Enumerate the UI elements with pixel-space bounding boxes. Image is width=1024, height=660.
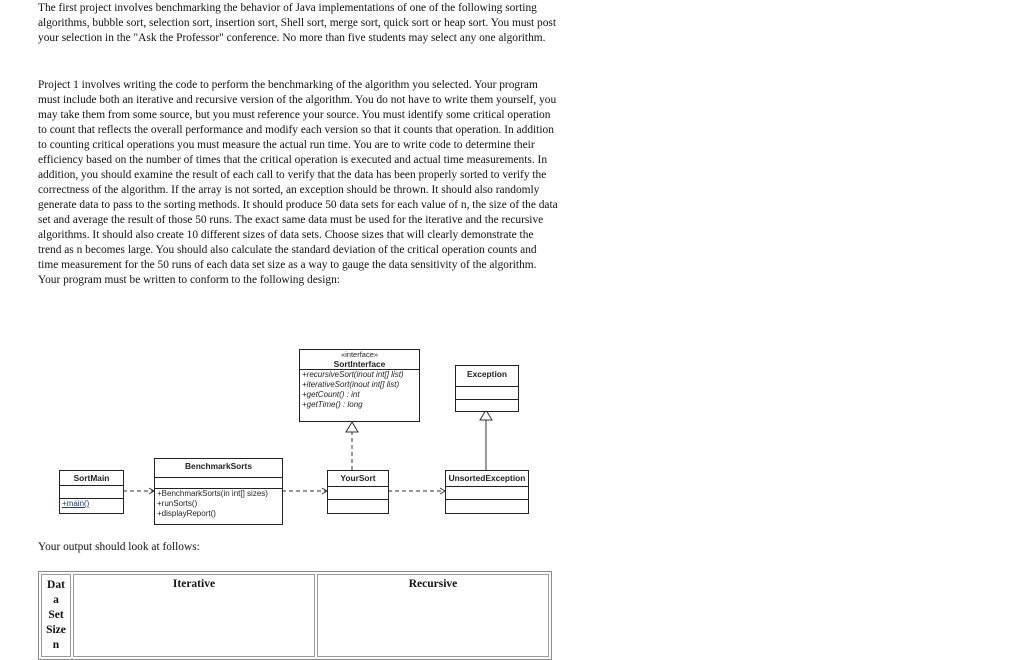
uml-operation: +runSorts(): [157, 499, 198, 508]
uml-operation: +recursiveSort(inout int[] list): [302, 370, 404, 379]
uml-attributes: [60, 485, 123, 498]
uml-operation: +main(): [62, 499, 90, 508]
uml-class-name: UnsortedException: [448, 473, 526, 483]
uml-operations: [328, 499, 388, 513]
uml-class-name: BenchmarkSorts: [184, 461, 253, 471]
uml-operation: +displayReport(): [157, 509, 216, 518]
uml-operations: [60, 498, 123, 509]
uml-attributes: [155, 477, 282, 488]
uml-attributes: [328, 486, 388, 499]
uml-class-sortmain: [59, 470, 124, 514]
output-intro: Your output should look at follows:: [38, 541, 200, 553]
header-data-set-size: Dat a Set Size n: [41, 574, 71, 657]
header-iterative: Iterative: [73, 574, 315, 657]
uml-class-sortinterface: [299, 349, 420, 422]
uml-class-unsortedexception: [445, 470, 529, 514]
uml-class-benchmarksorts: [154, 458, 283, 525]
realization-arrowhead: [346, 422, 358, 432]
uml-class-exception: [455, 365, 519, 412]
uml-attributes: [446, 486, 528, 499]
uml-class-name: Exception: [466, 369, 508, 379]
uml-operation: +BenchmarkSorts(in int[] sizes): [157, 489, 268, 498]
interface-stereotype: «interface»: [340, 350, 379, 359]
table-header-row: [41, 574, 549, 657]
uml-operations: [456, 399, 518, 411]
uml-class-name: YourSort: [340, 473, 376, 483]
uml-operation: +getCount() : int: [302, 390, 360, 399]
uml-operations: [300, 369, 419, 410]
uml-operation: +getTime() : long: [302, 400, 363, 409]
uml-attributes: [456, 386, 518, 399]
uml-operation: +iterativeSort(inout int[] list): [302, 380, 400, 389]
output-table: [38, 571, 552, 660]
uml-operations: [446, 499, 528, 513]
project-description-paragraph: Project 1 involves writing the code to perform the benchmarking of the algorithm you selected. Your program must include both an iterative and recursive version of the algorithm. You do not have to write them yourself, you may take them from some source, but you must reference your source. You must identify some critical operation to count that reflects the overall performance and modify each version so that it counts that operation. In addition to counting critical operations you must measure the actual run time. You are to write code to determine their efficiency based on the number of times that the critical operation is executed and actual time measurements. In addition, you should examine the result of each call to verify that the data has been properly sorted to verify the correctness of the algorithm. If the array is not sorted, an exception should be thrown. It should also randomly generate data to pass to the sorting methods. It should produce 50 data sets for each value of n, the size of the data set and average the result of those 50 runs. The exact same data must be used for the iterative and the recursive algorithms. It should also create 10 different sizes of data sets. Choose sizes that will clearly demonstrate the trend as n becomes large. You should also calculate the standard deviation of the critical operation counts and time measurement for the 50 runs of each data set size as a way to gauge the data sensitivity of the algorithm. Your program must be written to conform to the following design:: [38, 79, 558, 286]
intro-paragraph: The first project involves benchmarking the behavior of Java implementations of one of the following sorting algorithms, bubble sort, selection sort, insertion sort, Shell sort, merge sort, quick sort or heap sort. You must post your selection in the "Ask the Professor" conference. No more than five students may select any one algorithm.: [38, 2, 557, 44]
header-recursive: Recursive: [317, 574, 549, 657]
uml-class-name: SortMain: [73, 473, 110, 483]
uml-class-name: SortInterface: [333, 359, 386, 369]
uml-class-yoursort: [327, 470, 389, 514]
uml-operations: [155, 488, 282, 519]
